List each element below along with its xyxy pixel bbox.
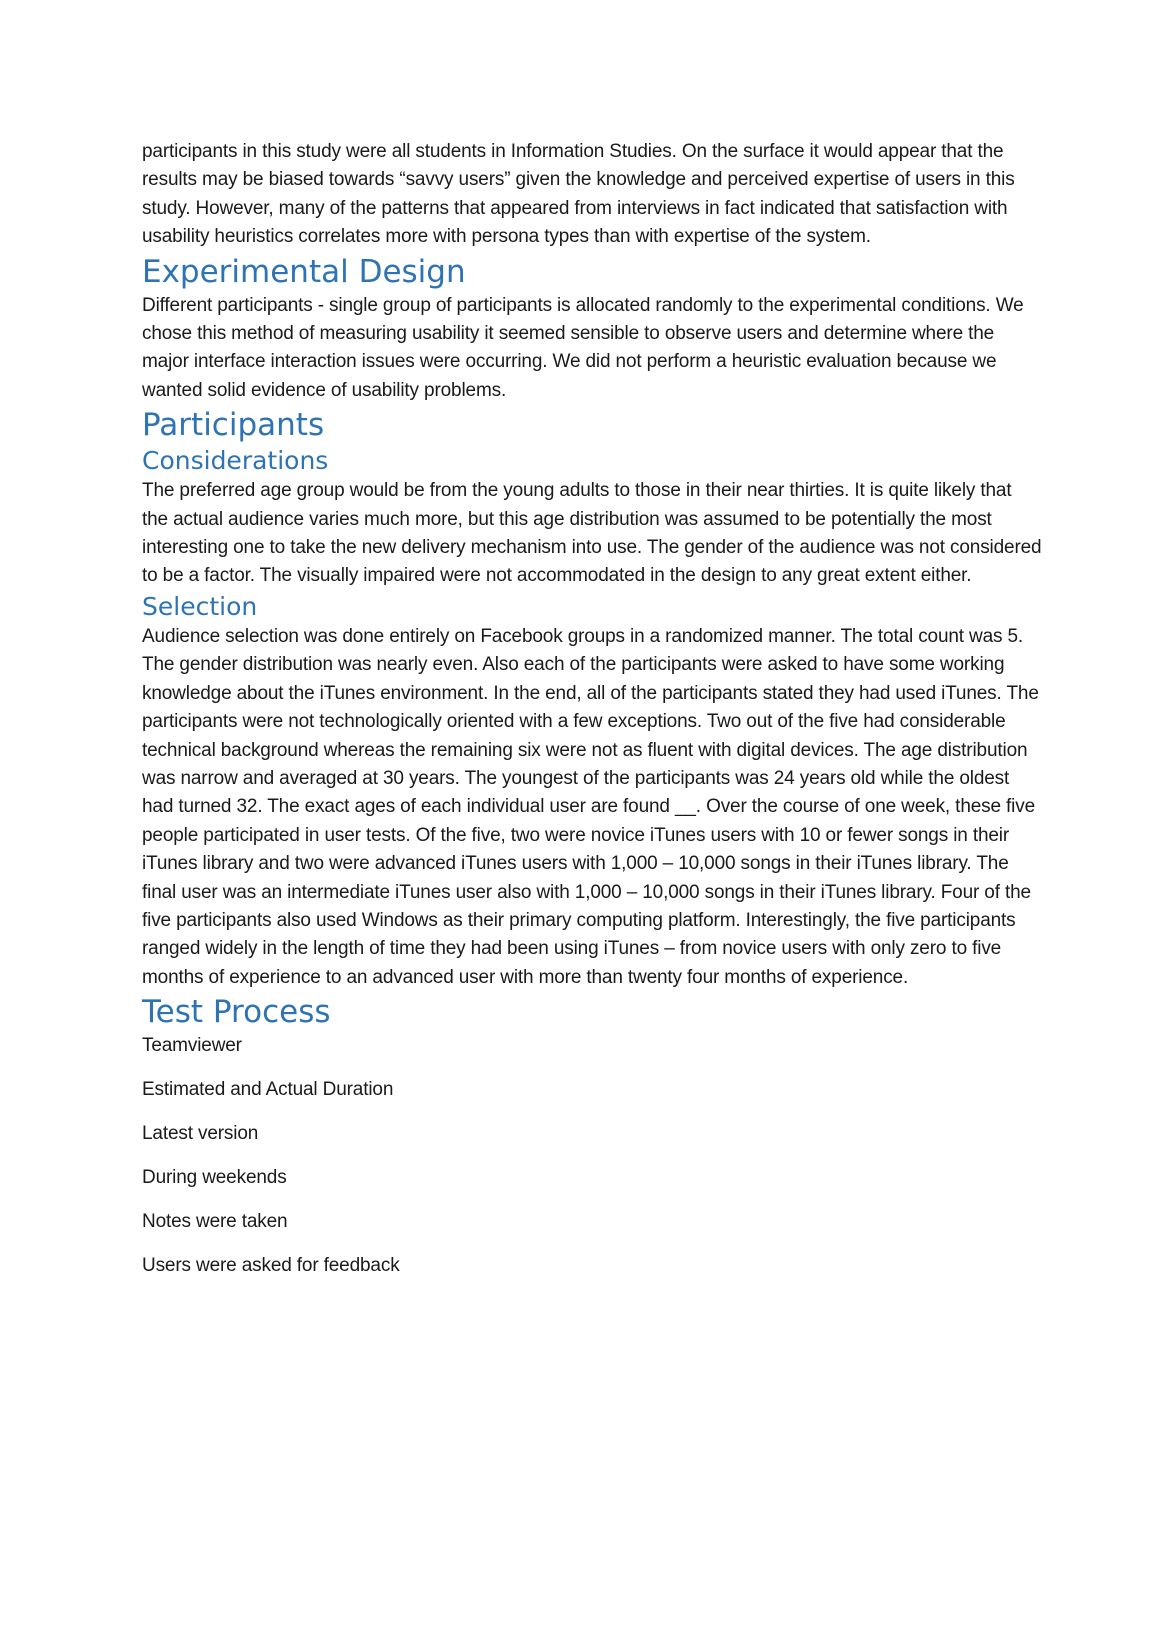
test-process-item: Estimated and Actual Duration [142,1079,394,1101]
heading-considerations: Considerations [142,446,329,476]
test-process-item: Teamviewer [142,1035,242,1057]
intro-paragraph: participants in this study were all students in Information Studies. On the surface it would appear that the results may be biased towards “savvy users” given the knowledge and perceived expertise of users in this study. However, many of the patterns that appeared from interviews in fact indicated that satisfaction with usability heuristics correlates more with persona types than with expertise of the system. [142,141,1015,248]
test-process-item: During weekends [142,1166,287,1188]
heading-experimental-design: Experimental Design [142,253,466,290]
heading-participants: Participants [142,407,325,444]
considerations-paragraph: The preferred age group would be from the young adults to those in their near thirties. It is quite likely that the actual audience varies much more, but this age distribution was assumed to be potentially the most interesting one to take the new delivery mechanism into use. The gender of the audience was not considered to be a factor. The visually impaired were not accommodated in the design to any great extent either. [142,480,1042,587]
heading-test-process: Test Process [142,994,331,1031]
selection-paragraph: Audience selection was done entirely on Facebook groups in a randomized manner. The total count was 5. The gender distribution was nearly even. Also each of the participants were asked to have some working knowledge about the iTunes environment. In the end, all of the participants stated they had used iTunes. The participants were not technologically oriented with a few exceptions. Two out of the five had considerable technical background whereas the remaining six were not as fluent with digital devices. The age distribution was narrow and averaged at 30 years. The youngest of the participants was 24 years old while the oldest had turned 32. The exact ages of each individual user are found __. Over the course of one week, these five people participated in user tests. Of the five, two were novice iTunes users with 10 or fewer songs in their iTunes library and two were advanced iTunes users with 1,000 – 10,000 songs in their iTunes library. The final user was an intermediate iTunes user also with 1,000 – 10,000 songs in their iTunes library. Four of the five participants also used Windows as their primary computing platform. Interestingly, the five participants ranged widely in the length of time they had been using iTunes – from novice users with only zero to five months of experience to an advanced user with more than twenty four months of experience. [142,625,1039,988]
test-process-item: Notes were taken [142,1210,288,1232]
test-process-item: Latest version [142,1122,259,1144]
document-body [142,138,1042,1280]
heading-selection: Selection [142,591,258,621]
test-process-list [142,1032,1042,1280]
test-process-item: Users were asked for feedback [142,1254,400,1276]
experimental-design-paragraph: Different participants - single group of participants is allocated randomly to the experimental conditions. We chose this method of measuring usability it seemed sensible to observe users and determine where the major interface interaction issues were occurring. We did not perform a heuristic evaluation because we wanted solid evidence of usability problems. [142,294,1024,401]
